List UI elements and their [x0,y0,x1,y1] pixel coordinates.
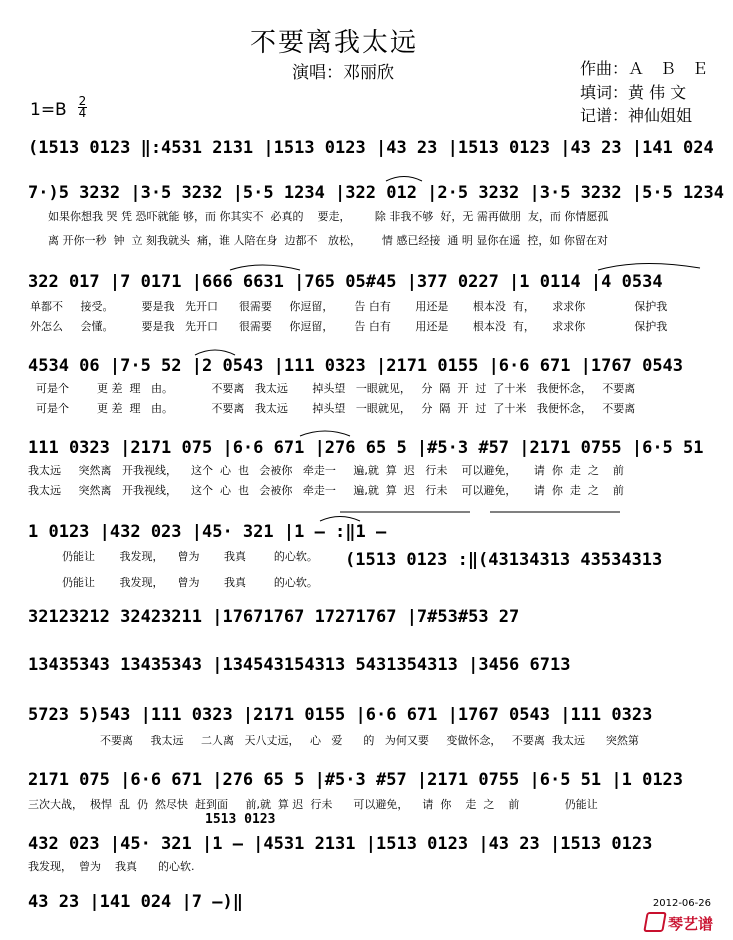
score-line-11: 2171 075 |6·6 671 |276 65 5 |#5·3 #57 |2171 0755 |6·5 51 |1 0123 [28,770,684,790]
lyric-line-6a: 仍能让 我发现， 曾为 我真 的心软。 [62,550,318,563]
lyric-line-5b: 我太远 突然离 开我视线， 这个 心 也 会被你 牵走一 遍,就 算 迟 行未 可以避免， 请 你 走 之 前 [28,484,624,497]
score-line-5: 111 0323 |2171 075 |6·6 671 |276 65 5 |#5·3 #57 |2171 0755 |6·5 51 [28,438,704,458]
score-line-2: 7·)5 3232 |3·5 3232 |5·5 1234 |322 012 |2·5 3232 |3·5 3232 |5·5 1234 [28,183,724,203]
site-logo [645,912,713,934]
score-line-7: (1513 0123 :‖(43134313 43534313 [345,550,663,570]
lyric-line-12: 我发现， 曾为 我真 的心软. [28,860,195,873]
score-line-1: (1513 0123 ‖:4531 2131 |1513 0123 |43 23 |1513 0123 |43 23 |141 024 [28,138,714,158]
lyric-line-2a: 如果你想我 哭 凭 恐吓就能 够，而 你其实不 必真的 要走， 除 非我不够 好，无 需再做朋 友，而 你情愿孤 [48,210,609,223]
logo-text: 琴艺谱 [667,915,713,933]
time-signature-top: 2 [78,94,87,108]
lyric-line-2b: 离 开你一秒 钟 立 刻我就头 痛，谁 人陪在身 边都不 放松， 情 感已经接 通 明 显你在遥 控，如 你留在对 [48,234,608,247]
score-line-3: 322 017 |7 0171 |666 6631 |765 05#45 |377 0227 |1 0114 |4 0534 [28,272,663,292]
time-signature-bottom: 4 [78,106,87,120]
lyricist-credit: 填词：黄 伟 文 [580,83,687,102]
upper-note-line: 1513 0123 [205,812,276,827]
lyric-line-10: 不要离 我太远 二人离 天八丈远， 心 爱 的 为何又要 变做怀念， 不要离 我太远 突然第 [100,734,639,747]
composer-credit: 作曲：Ａ Ｂ Ｅ [580,59,709,78]
score-line-9: 13435343 13435343 |134543154313 5431354313 |3456 6713 [28,655,571,675]
transcriber-credit: 记谱：神仙姐姐 [580,106,693,125]
score-line-6: 1 0123 |432 023 |45· 321 |1 – :‖1 – [28,522,387,542]
lyric-line-3b: 外怎么 会懂。 要是我 先开口 很需要 你逗留， 告 白有 用还是 根本没 有， 求求你 保护我 [30,320,668,333]
lyric-line-4a: 可是个 更 差 理 由。 不要离 我太远 掉头望 一眼就见， 分 隔 开 过 了十米 我便怀念， 不要离 [36,382,636,395]
lyric-line-5a: 我太远 突然离 开我视线， 这个 心 也 会被你 牵走一 遍,就 算 迟 行未 可以避免， 请 你 走 之 前 [28,464,624,477]
score-line-10: 5723 5)543 |111 0323 |2171 0155 |6·6 671 |1767 0543 |111 0323 [28,705,653,725]
lyric-line-11: 三次大战， 极悍 乱 仍 然尽快 赶到面 前,就 算 迟 行未 可以避免， 请 你 走 之 前 仍能让 [28,798,598,811]
score-line-4: 4534 06 |7·5 52 |2 0543 |111 0323 |2171 0155 |6·6 671 |1767 0543 [28,356,684,376]
score-line-8: 32123212 32423211 |17671767 17271767 |7#53#53 27 [28,607,520,627]
logo-icon [643,912,667,932]
score-line-13: 43 23 |141 024 |7 –)‖ [28,892,243,912]
lyric-line-4b: 可是个 更 差 理 由。 不要离 我太远 掉头望 一眼就见， 分 隔 开 过 了十米 我便怀念， 不要离 [36,402,636,415]
lyric-line-6b: 仍能让 我发现， 曾为 我真 的心软。 [62,576,318,589]
song-title: 不要离我太远 [250,28,419,58]
lyric-line-3a: 单都不 接受。 要是我 先开口 很需要 你逗留， 告 白有 用还是 根本没 有， 求求你 保护我 [30,300,668,313]
transcription-date: 2012-06-26 [652,898,711,909]
score-line-12: 432 023 |45· 321 |1 – |4531 2131 |1513 0123 |43 23 |1513 0123 [28,834,653,854]
singer-credit: 演唱：邓丽欣 [292,63,394,83]
key-signature: 1=B [30,100,67,120]
